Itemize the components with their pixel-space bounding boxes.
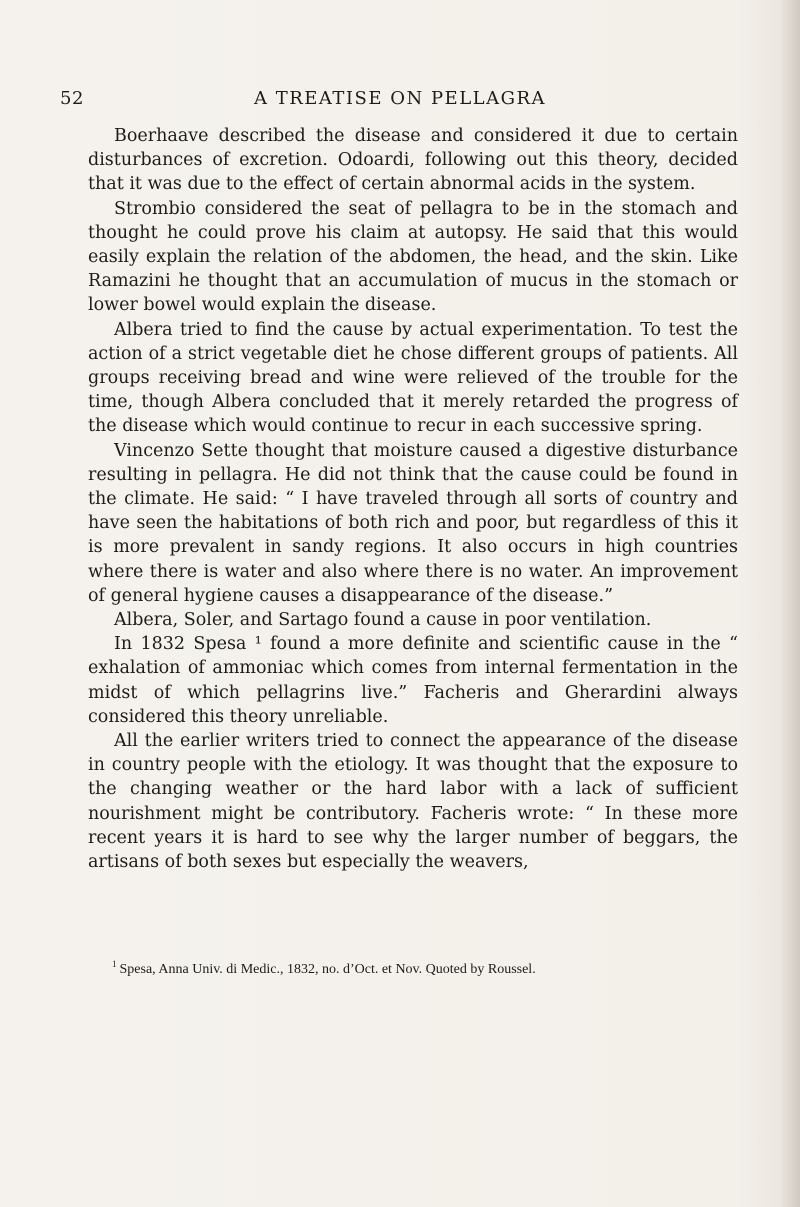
footnote-text: Spesa, Anna Univ. di Medic., 1832, no. d’Oct. et Nov. Quoted by Roussel.	[119, 962, 536, 977]
paragraph: Boerhaave described the disease and considered it due to certain disturbances of excretion. Odoardi, following out this theory, decided that it was due to the effect of certain abnormal acids in the system.	[88, 126, 738, 195]
running-title: A TREATISE ON PELLAGRA	[253, 88, 547, 109]
page-edge	[782, 0, 800, 1207]
paragraph: All the earlier writers tried to connect the appearance of the disease in country people with the etiology. It was thought that the exposure to the changing weather or the hard labor with a lack of sufficient nourishment might be contributory. Facheris wrote: “ In these more recent years it is hard to see why the larger number of beggars, the artisans of both sexes but especially the weavers,	[88, 731, 738, 873]
body-text	[88, 124, 738, 874]
footnote	[88, 961, 738, 979]
footnote-marker: 1	[112, 959, 117, 970]
paragraph: Strombio considered the seat of pellagra to be in the stomach and thought he could prove his claim at autopsy. He said that this would easily explain the relation of the abdomen, the head, and the skin. Like Ramazini he thought that an accumulation of mucus in the stomach or lower bowel would explain the disease.	[88, 198, 738, 316]
paragraph: Albera tried to find the cause by actual experimentation. To test the action of a strict vegetable diet he chose different groups of patients. All groups receiving bread and wine were relieved of the trouble for the time, though Albera concluded that it merely retarded the progress of the disease which would continue to recur in each successive spring.	[88, 319, 738, 437]
paragraph: Vincenzo Sette thought that moisture caused a digestive disturbance resulting in pellagra. He did not think that the cause could be found in the climate. He said: “ I have traveled through all sorts of country and have seen the habitations of both rich and poor, but regardless of this it is more prevalent in sandy regions. It also occurs in high countries where there is water and also where there is no water. An improvement of general hygiene causes a disappearance of the disease.”	[88, 440, 738, 606]
paragraph: Albera, Soler, and Sartago found a cause in poor ventilation.	[114, 610, 652, 631]
page-header	[50, 88, 750, 110]
page-number: 52	[60, 88, 84, 109]
paragraph: In 1832 Spesa ¹ found a more definite and scientific cause in the “ exhalation of ammoniac which comes from internal fermentation in the midst of which pellagrins live.” Facheris and Gherardini always considered this theory unreliable.	[88, 634, 738, 727]
